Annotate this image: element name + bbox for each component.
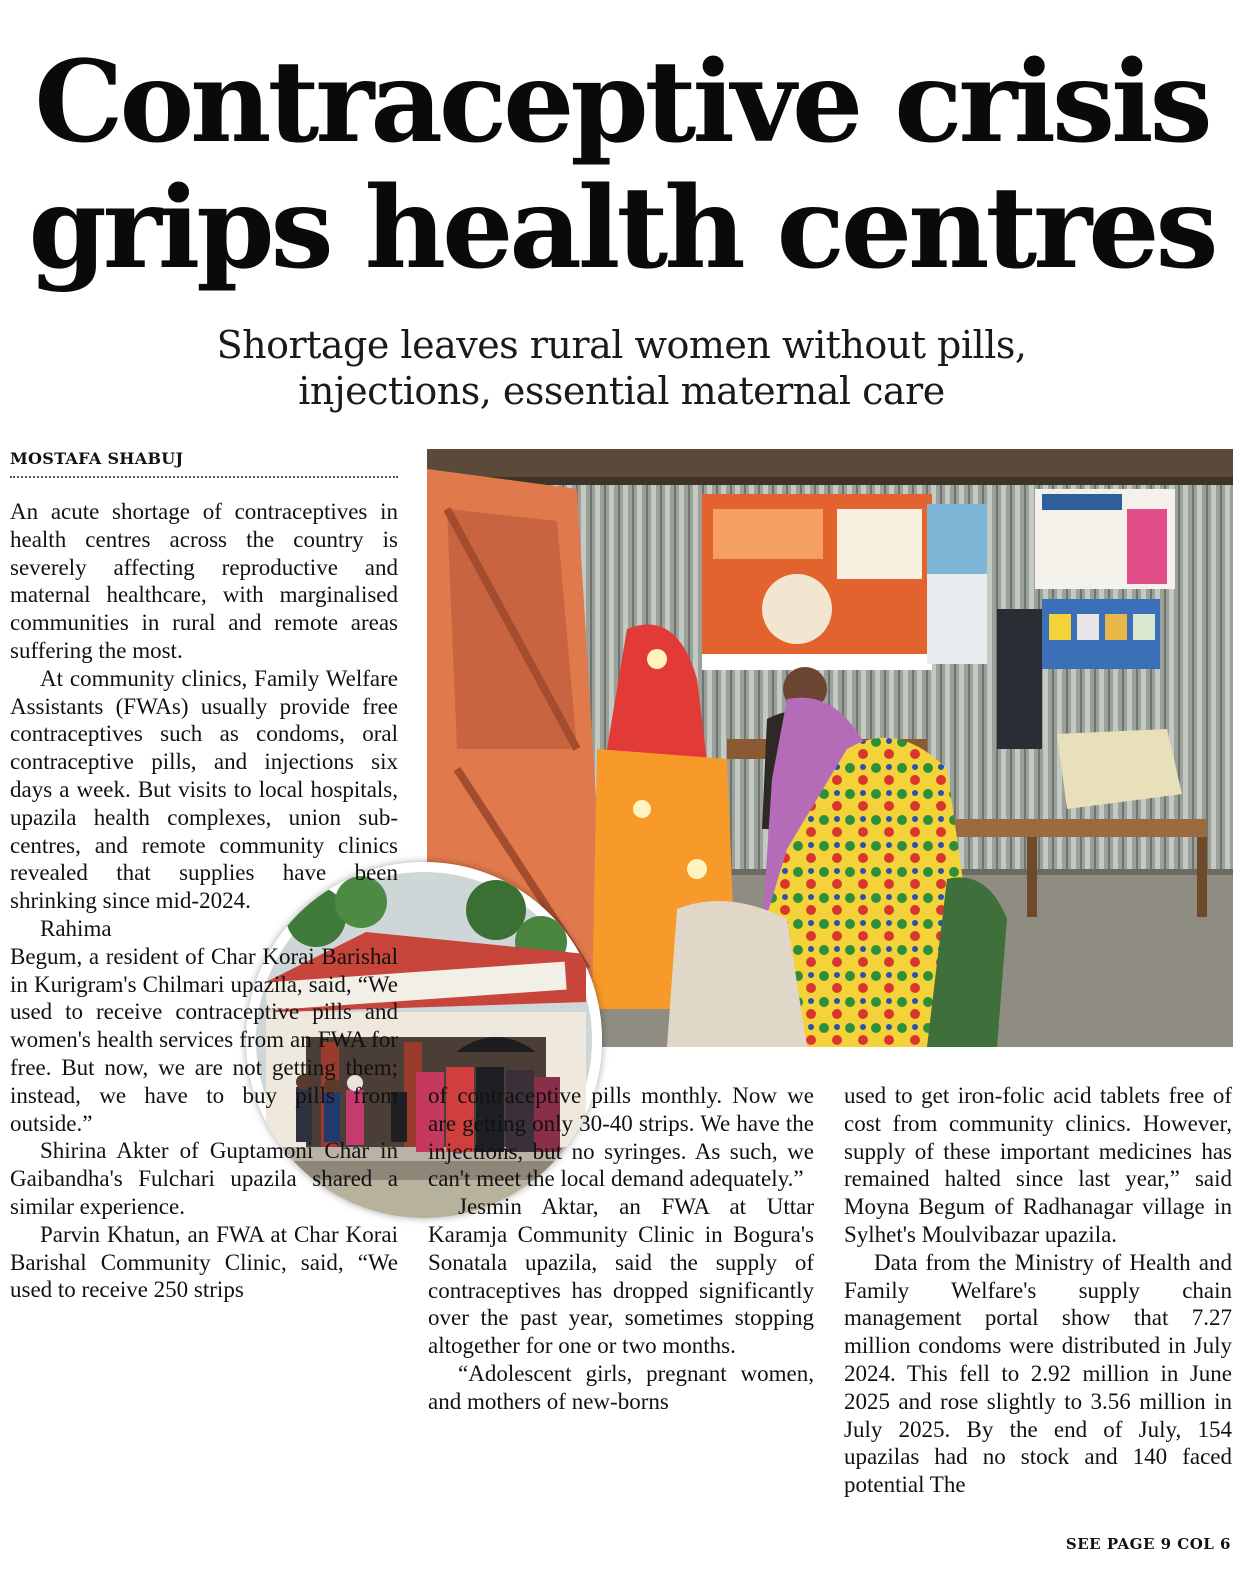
- headline: [0, 37, 1243, 294]
- article-paragraph: Parvin Khatun, an FWA at Char Korai Barishal Community Clinic, said, “We used to receive 250 strips: [10, 1221, 398, 1303]
- article-paragraph: Rahima Begum, a resident of Char Korai Barishal in Kurigram's Chilmari upazila, said, “We used to receive contraceptive pills and women's health services from an FWA for free. But now, we are not getting them; instead, we have to buy pills from outside.”: [10, 915, 398, 1136]
- article-paragraph: Data from the Ministry of Health and Family Welfare's supply chain management portal show that 7.27 million condoms were distributed in July 2024. This fell to 2.92 million in June 2025 and rose slightly to 3.56 million in July 2025. By the end of July, 154 upazilas had no stock and 140 faced potential The: [844, 1249, 1232, 1498]
- continuation-note: SEE PAGE 9 COL 6: [1065, 1535, 1231, 1553]
- article-paragraph: “Adolescent girls, pregnant women, and mothers of new-borns: [428, 1360, 814, 1414]
- inset-photo-wrap-space: [166, 915, 398, 916]
- subheadline-line-1: Shortage leaves rural women without pills,: [216, 323, 1027, 367]
- article-paragraph: An acute shortage of contraceptives in health centres across the country is severely affecting reproductive and maternal healthcare, with marginalised communities in rural and remote areas suffering the most.: [10, 499, 398, 663]
- byline: MOSTAFA SHABUJ: [10, 449, 398, 478]
- article-paragraph: Shirina Akter of Guptamoni Char in Gaibandha's Fulchari upazila shared a similar experience.: [10, 1138, 398, 1219]
- headline-line-2: grips health centres: [28, 163, 1215, 294]
- article-column-1: [10, 498, 398, 1304]
- article-paragraph: Jesmin Aktar, an FWA at Uttar Karamja Community Clinic in Bogura's Sonatala upazila, said the supply of contraceptives has dropped significantly over the past year, sometimes stopping altogether for one or two months.: [428, 1194, 814, 1359]
- article-paragraph: used to get iron-folic acid tablets free of cost from community clinics. However, supply of these important medicines has remained halted since last year,” said Moyna Begum of Radhanagar village in Sylhet's Moulvibazar upazila.: [844, 1083, 1232, 1247]
- subheadline: [0, 322, 1243, 414]
- headline-line-1: Contraceptive crisis: [34, 37, 1209, 168]
- subheadline-line-2: injections, essential maternal care: [298, 369, 945, 413]
- article-column-3: [844, 1082, 1232, 1499]
- article-paragraph: of contraceptive pills monthly. Now we are getting only 30-40 strips. We have the injections, but no syringes. As such, we can't meet the local demand adequately.”: [428, 1083, 814, 1192]
- article-paragraph: At community clinics, Family Welfare Assistants (FWAs) usually provide free contraceptives such as condoms, oral contraceptive pills, and injections six days a week. But visits to local hospitals, upazila health complexes, union sub-centres, and remote community clinics revealed that supplies have been shrinking since mid-2024.: [10, 665, 398, 914]
- article-column-2: [428, 1082, 814, 1416]
